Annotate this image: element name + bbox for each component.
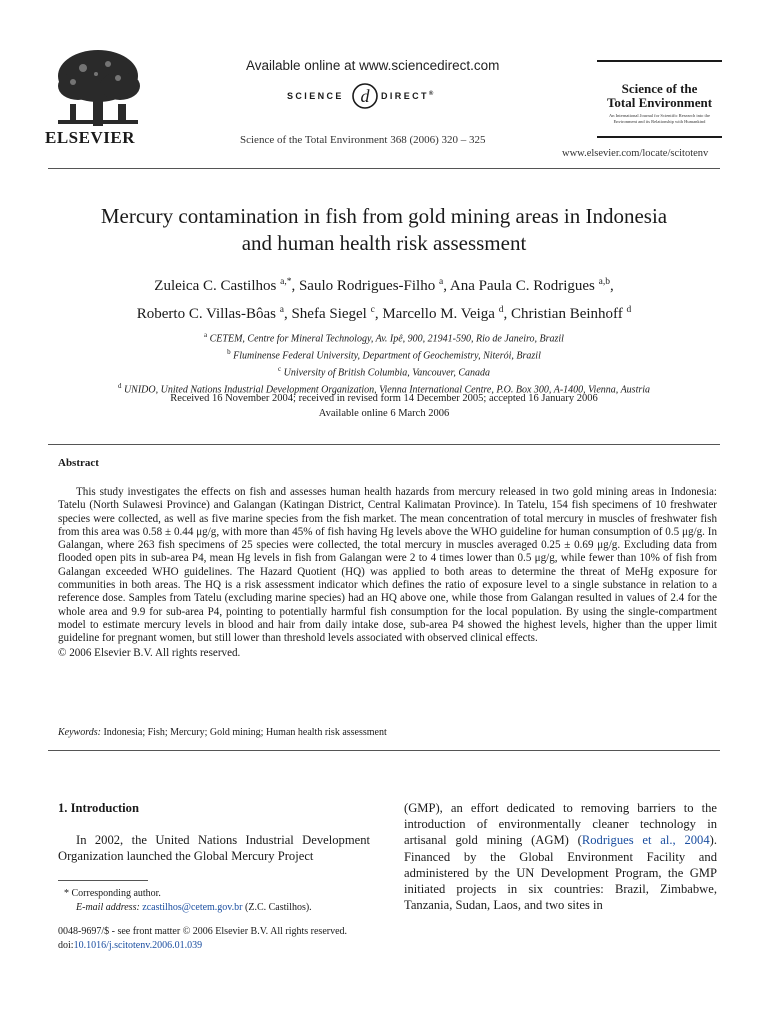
doi-link[interactable]: 10.1016/j.scitotenv.2006.01.039 <box>73 940 203 951</box>
keywords: Keywords: Indonesia; Fish; Mercury; Gold mining; Human health risk assessment <box>58 727 387 738</box>
author-name: Shefa Siegel <box>291 306 371 322</box>
author-separator: , <box>283 306 292 322</box>
abstract-divider <box>48 750 720 751</box>
masthead-rule-bottom <box>597 136 722 138</box>
author-name: Ana Paula C. Rodrigues <box>449 278 599 294</box>
affiliation-text: University of British Columbia, Vancouver, Canada <box>281 367 490 379</box>
email-link[interactable]: zcastilhos@cetem.gov.br <box>142 902 243 913</box>
intro-paragraph-right: (GMP), an effort dedicated to removing barriers to the introduction of environmentally cleaner technology in artisanal gold mining (AGM) (Rodrigues et al., 2004). Financed by the Global Environment Facility and administered by the UN Development Program, the GMP initiated projects in six countries: Brazil, Zimbabwe, Tanzania, Sudan, Laos, and two sites in <box>404 801 717 913</box>
front-matter-meta <box>58 925 347 953</box>
available-online-text[interactable]: Available online at www.sciencedirect.com <box>246 58 500 73</box>
author-name: Zuleica C. Castilhos <box>154 278 281 294</box>
right-column <box>404 800 717 913</box>
author-affiliation-marker: a <box>279 305 284 315</box>
author-affiliation-marker: d <box>498 305 504 315</box>
available-date: Available online 6 March 2006 <box>318 408 450 419</box>
affiliation-marker: d <box>117 381 122 390</box>
abstract-text: This study investigates the effects on fish and assesses human health hazards from mercury released in two gold mining areas in Indonesia: Tatelu (North Sulawesi Province) and Galangan (Katingan District, Central Kalimatan Province). In Tatelu, 154 fish specimens of 10 freshwater species were collected, as well as five marine species from the fish market. The mean concentration of total mercury in muscles of freshwater fish from this area was 0.58 ± 0.44 μg/g, with more than 45% of fish having Hg levels above the WHO guideline for human consumption of 0.5 μg/g. In Galangan, where 263 fish specimens of 25 species were collected, the total mercury in muscles averaged 0.25 ± 0.69 μg/g. Excluding data from flooded open pits in sub-area P4, mean Hg levels in fish from Galangan were 2 to 4 times lower than 0.5 μg/g, while fewer than 10% of fish from Galangan exceeded WHO guidelines. The Hazard Quotient (HQ) was applied to both areas to determine the threat of MeHg exposure for communities in both areas. The HQ is a risk assessment indicator which defines the ratio of exposure level to a single substance in relation to a reference dose. Samples from Tatelu (excluding marine species) had an HQ above one, while those from Galangan resulted in values of 2.4 for the whole area and 9.9 for sub-area P4, pointing to potentially harmful fish consumption for the local population. By using the single-compartment model to estimate mercury levels in blood and hair from daily intake dose, sub-area P4 showed the highest levels, higher than the upper limit guideline for pregnant women, but still lower than threshold levels associated with observed clinical effects. <box>58 486 717 645</box>
author-affiliation-marker: a <box>438 277 444 287</box>
section-heading-introduction: 1. Introduction <box>58 801 139 815</box>
author-separator: , <box>443 278 450 294</box>
journal-citation: Science of the Total Environment 368 (2006) 320 – 325 <box>240 134 486 146</box>
left-column <box>58 800 370 865</box>
header-divider <box>48 168 720 169</box>
authors-line-1 <box>48 270 720 298</box>
abstract-body <box>58 486 717 660</box>
email-line: E-mail address: zcastilhos@cetem.gov.br (Z.C. Castilhos). <box>76 902 312 913</box>
article-title: Mercury contamination in fish from gold mining areas in Indonesia and human health risk assessment <box>100 204 668 255</box>
masthead-rule-top <box>597 60 722 62</box>
affiliation-marker: b <box>227 347 231 356</box>
intro-paragraph-left: In 2002, the United Nations Industrial Development Organization launched the Global Mercury Project <box>58 833 370 864</box>
author-affiliation-marker: c <box>370 305 375 315</box>
issn-line: 0048-9697/$ - see front matter © 2006 Elsevier B.V. All rights reserved. <box>58 926 348 937</box>
author-separator: , <box>609 278 614 294</box>
authors-line-2 <box>48 298 720 326</box>
author-name: Marcello M. Veiga <box>382 306 499 322</box>
footnote-rule <box>58 880 148 881</box>
journal-name: Science of the Total Environment <box>606 81 713 110</box>
corresponding-author-note: * Corresponding author. <box>64 888 161 899</box>
footnote <box>58 887 378 915</box>
copyright-line: © 2006 Elsevier B.V. All rights reserved. <box>58 646 241 659</box>
affiliations <box>48 329 720 397</box>
author-affiliation-marker: d <box>626 305 632 315</box>
author-affiliation-marker: a,* <box>280 277 292 287</box>
sd-right-text: DIRECT® <box>381 91 434 101</box>
author-separator: , <box>503 306 511 322</box>
author-list <box>48 270 720 326</box>
sciencedirect-d-icon <box>351 82 379 110</box>
abstract-heading: Abstract <box>58 457 99 469</box>
affiliation-text: Fluminense Federal University, Department of Geochemistry, Niterói, Brazil <box>230 350 541 362</box>
sd-left-text: SCIENCE <box>287 91 344 101</box>
author-separator: , <box>291 278 299 294</box>
journal-masthead <box>597 60 722 138</box>
title-divider <box>48 444 720 445</box>
affiliation-line <box>48 346 720 363</box>
publisher-wordmark: ELSEVIER <box>45 128 135 147</box>
affiliation-text: CETEM, Centre for Mineral Technology, Av. Ipê, 900, 21941-590, Rio de Janeiro, Brazil <box>207 333 564 345</box>
journal-tagline: An International Journal for Scientific Research into the Environment and its Relationship with Humankind <box>608 113 711 124</box>
received-dates: Received 16 November 2004; received in revised form 14 December 2005; accepted 16 January 2006 <box>170 393 598 404</box>
journal-url[interactable]: www.elsevier.com/locate/scitotenv <box>562 148 709 159</box>
affiliation-marker: a <box>204 331 208 339</box>
author-name: Roberto C. Villas-Bôas <box>136 306 280 322</box>
author-separator: , <box>374 306 383 322</box>
author-name: Christian Beinhoff <box>510 306 627 322</box>
citation-link[interactable]: Rodrigues et al., 2004 <box>581 833 710 848</box>
affiliation-marker: c <box>278 364 282 373</box>
author-affiliation-marker: a,b <box>598 277 610 287</box>
affiliation-text: UNIDO, United Nations Industrial Development Organization, Vienna International Centre, P.O. Box 300, A-1400, Vienna, Austria <box>121 384 651 396</box>
affiliation-line <box>48 363 720 380</box>
svg-text:d: d <box>360 86 370 106</box>
article-dates <box>48 391 720 421</box>
author-name: Saulo Rodrigues-Filho <box>298 278 439 294</box>
sciencedirect-logo <box>287 82 467 112</box>
affiliation-line <box>48 329 720 346</box>
doi-line: doi:10.1016/j.scitotenv.2006.01.039 <box>58 940 203 951</box>
